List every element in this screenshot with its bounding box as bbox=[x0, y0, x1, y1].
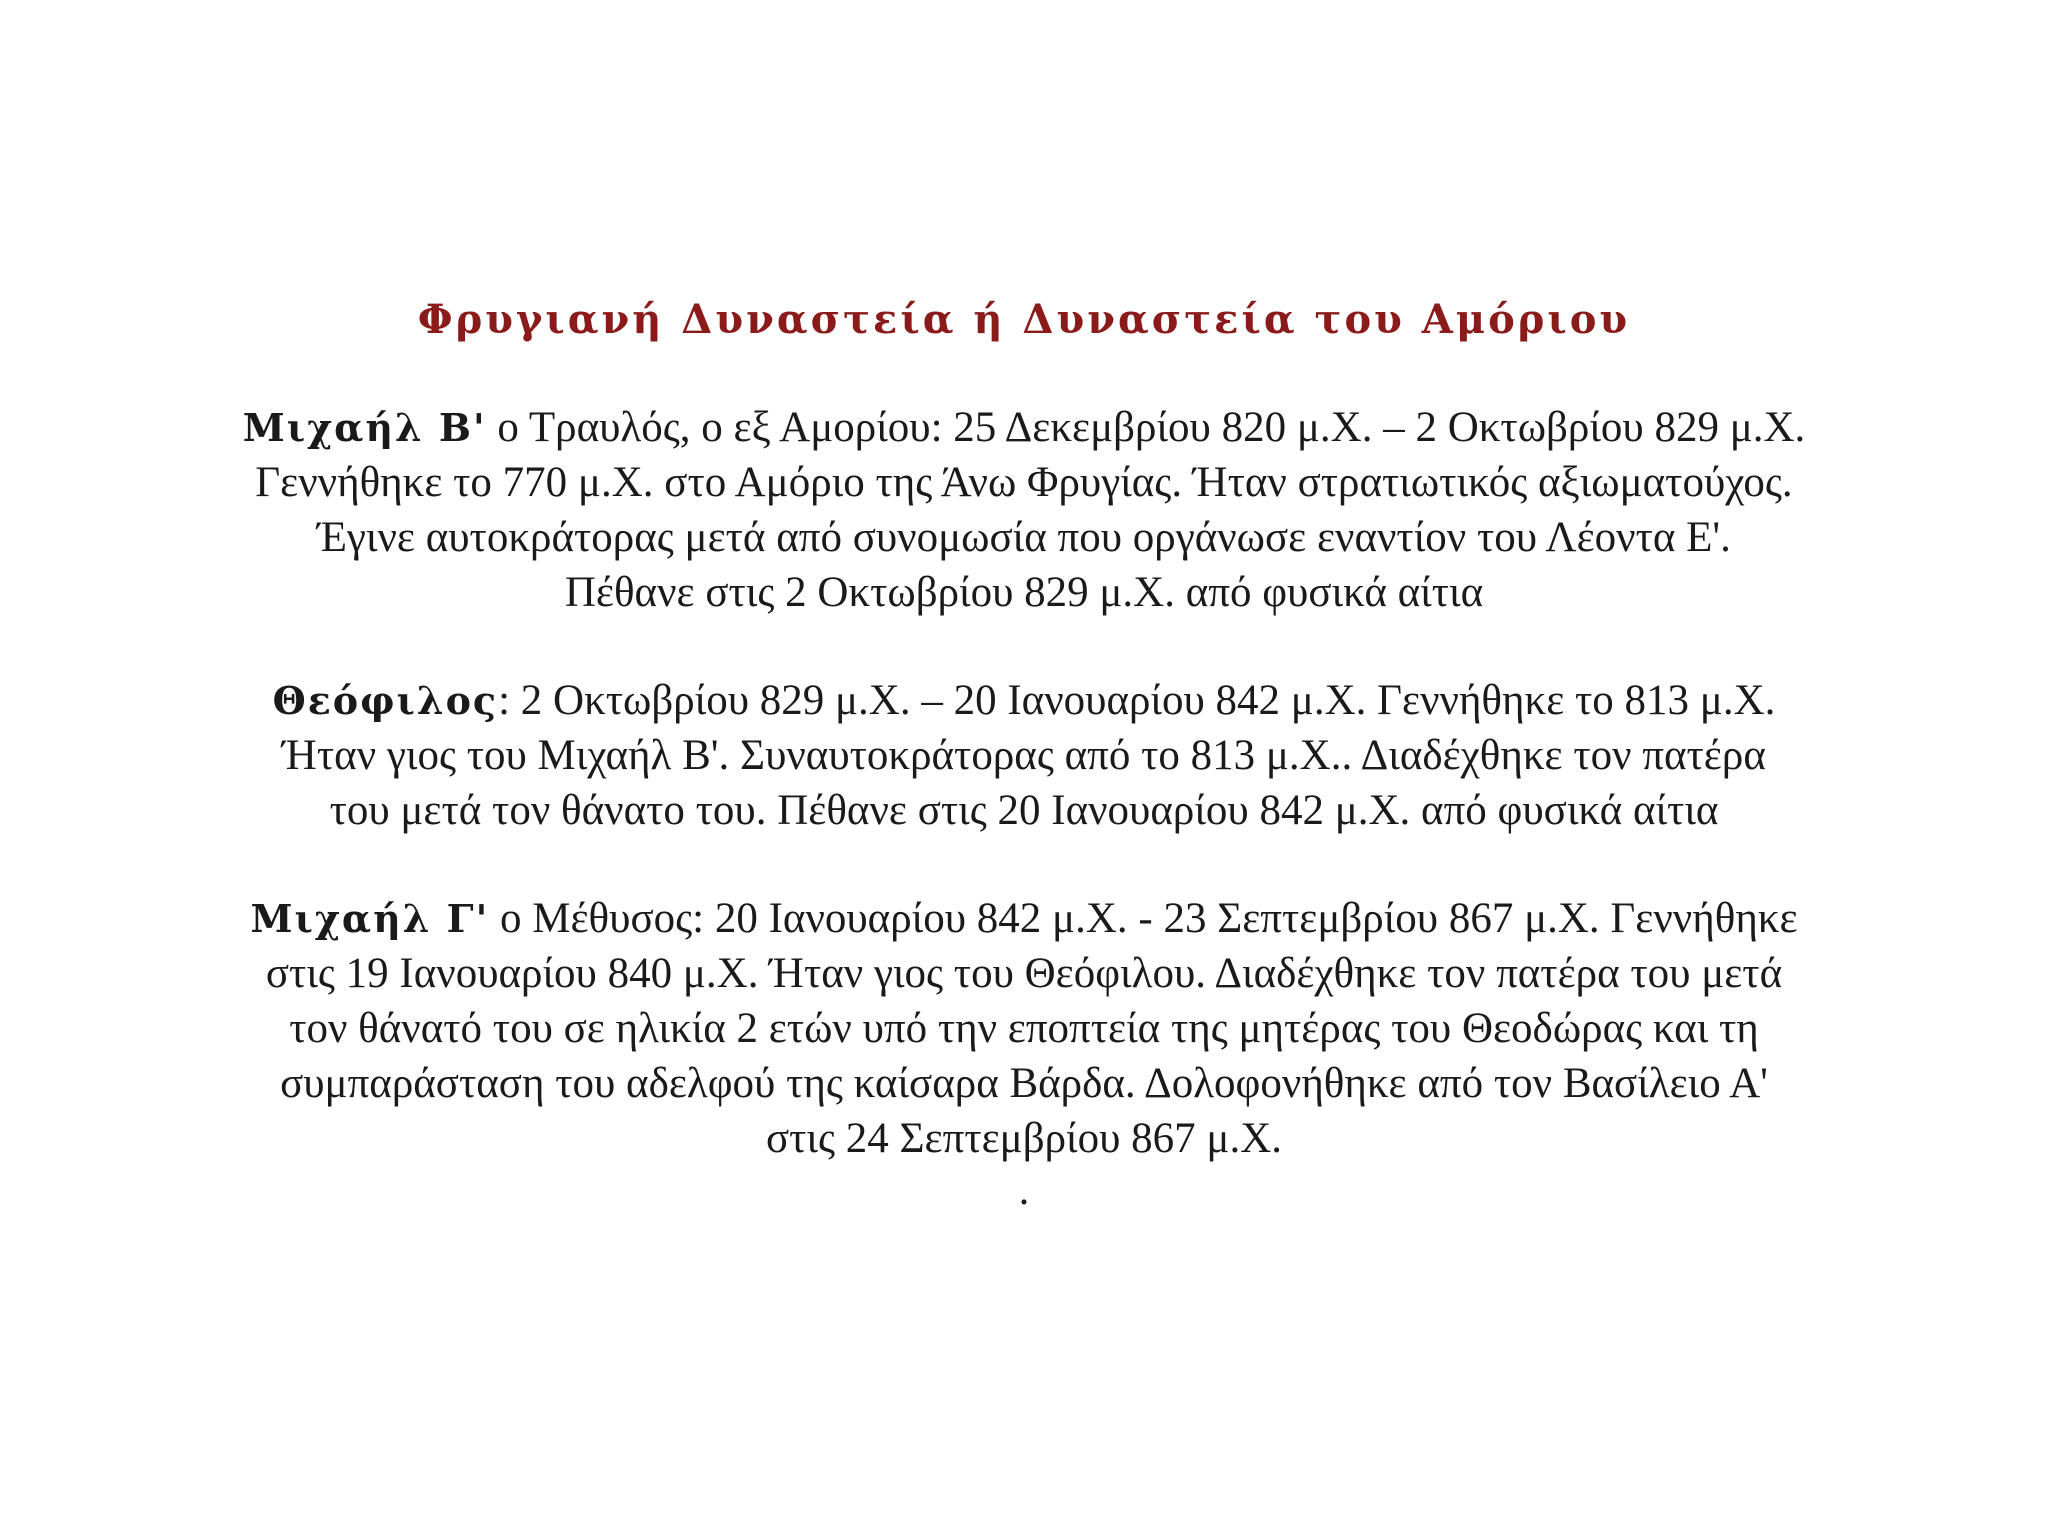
entry-text: : 2 Οκτωβρίου 829 μ.Χ. – 20 Ιανουαρίου 842 μ.Χ. Γεννήθηκε το 813 μ.Χ. bbox=[498, 677, 1776, 724]
entry-text: τον θάνατό του σε ηλικία 2 ετών υπό την εποπτεία της μητέρας του Θεοδώρας και τη bbox=[289, 1005, 1759, 1052]
entry-text: Έγινε αυτοκράτορας μετά από συνομωσία που οργάνωσε εναντίον του Λέοντα Ε'. bbox=[317, 514, 1731, 561]
entry-first-line bbox=[60, 400, 1988, 455]
entry-text: Ήταν γιος του Μιχαήλ Β'. Συναυτοκράτορας από το 813 μ.Χ.. Διαδέχθηκε τον πατέρα bbox=[282, 732, 1766, 779]
trailing-period: . bbox=[1018, 1167, 1030, 1214]
page-title: Φρυγιανή Δυναστεία ή Δυναστεία του Αμόριου bbox=[417, 296, 1631, 343]
entry-text: στις 24 Σεπτεμβρίου 867 μ.Χ. bbox=[765, 1115, 1283, 1162]
entry-text: ο Τραυλός, ο εξ Αμορίου: 25 Δεκεμβρίου 820 μ.Χ. – 2 Οκτωβρίου 829 μ.Χ. bbox=[486, 404, 1806, 451]
ruler-name: Μιχαήλ Β' bbox=[242, 405, 487, 450]
ruler-name: Θεόφιλος bbox=[272, 678, 499, 723]
ruler-entry-theophilos bbox=[60, 673, 1988, 838]
entry-text: ο Μέθυσος: 20 Ιανουαρίου 842 μ.Χ. - 23 Σεπτεμβρίου 867 μ.Χ. Γεννήθηκε bbox=[489, 895, 1798, 942]
entry-first-line bbox=[60, 673, 1988, 728]
entry-first-line bbox=[60, 891, 1988, 946]
entry-text: Γεννήθηκε το 770 μ.Χ. στο Αμόριο της Άνω Φρυγίας. Ήταν στρατιωτικός αξιωματούχος. bbox=[255, 459, 1793, 506]
entry-text: του μετά τον θάνατο του. Πέθανε στις 20 Ιανουαρίου 842 μ.Χ. από φυσικά αίτια bbox=[329, 787, 1719, 834]
entry-text: στις 19 Ιανουαρίου 840 μ.Χ. Ήταν γιος του Θεόφιλου. Διαδέχθηκε τον πατέρα του μετά bbox=[265, 950, 1783, 997]
ruler-name: Μιχαήλ Γ' bbox=[250, 896, 490, 941]
entry-text: συμπαράσταση του αδελφού της καίσαρα Βάρδα. Δολοφονήθηκε από τον Βασίλειο Α' bbox=[280, 1060, 1768, 1107]
entry-text: Πέθανε στις 2 Οκτωβρίου 829 μ.Χ. από φυσικά αίτια bbox=[564, 569, 1484, 616]
ruler-entry-michael-iii bbox=[60, 891, 1988, 1166]
ruler-entry-michael-ii bbox=[60, 400, 1988, 620]
